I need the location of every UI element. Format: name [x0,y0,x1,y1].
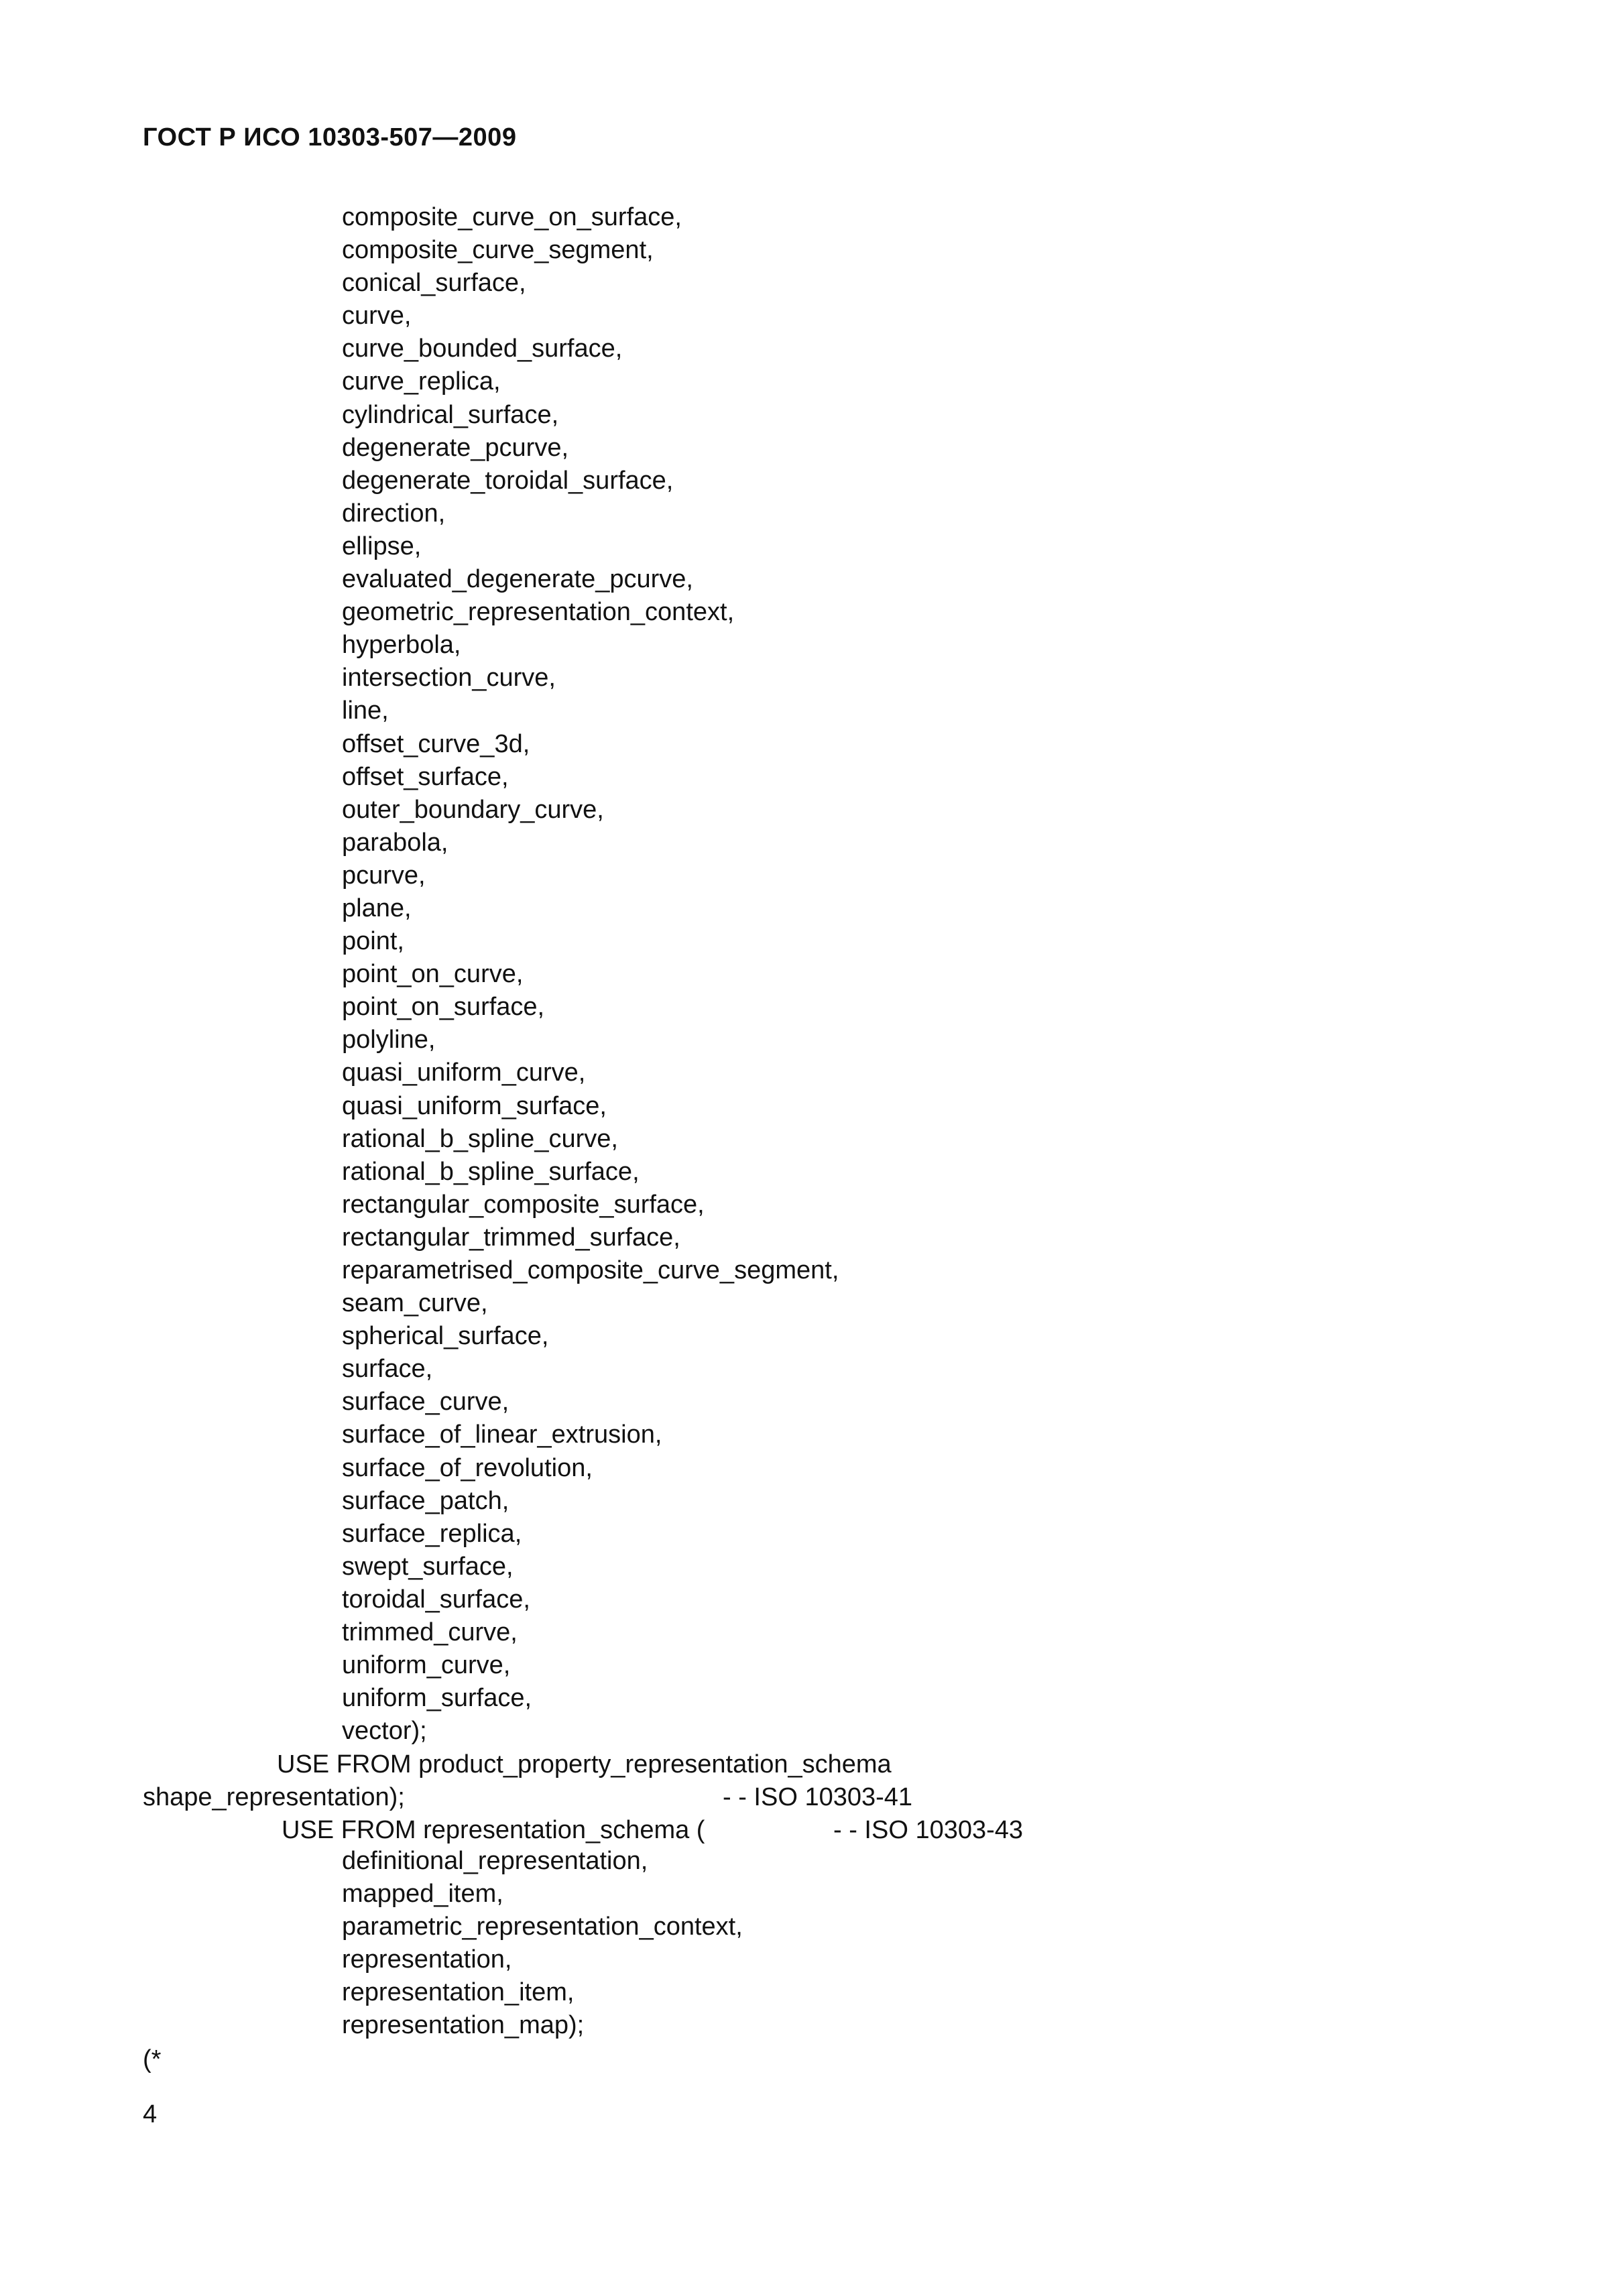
entity-list-item: uniform_curve, [342,1651,511,1680]
entity-list-item: representation_item, [342,1978,575,2007]
entity-list-item: outer_boundary_curve, [342,795,604,824]
entity-list-item: hyperbola, [342,631,461,660]
entity-list-item: surface, [342,1355,433,1384]
entity-list-item: degenerate_pcurve, [342,433,569,462]
entity-list-item: conical_surface, [342,269,526,298]
entity-list-item: seam_curve, [342,1289,488,1318]
entity-list-item: swept_surface, [342,1552,514,1581]
entity-list-item: parabola, [342,828,448,857]
entity-list-item: offset_surface, [342,762,509,791]
entity-list-item: toroidal_surface, [342,1585,530,1614]
entity-list-item: line, [342,697,389,725]
entity-list-item: rational_b_spline_curve, [342,1124,618,1153]
entity-list-item: offset_curve_3d, [342,729,530,758]
entity-list-item: composite_curve_on_surface, [342,203,682,231]
entity-list-item: reparametrised_composite_curve_segment, [342,1256,839,1284]
entity-list-item: curve_replica, [342,367,501,396]
entity-list-item: surface_of_revolution, [342,1453,593,1482]
entity-list-item: cylindrical_surface, [342,400,559,429]
entity-list-item: plane, [342,894,412,922]
use-from-statement-representation-schema: USE FROM representation_schema ( [282,1816,705,1844]
page-number: 4 [143,2100,158,2128]
entity-list-item: rational_b_spline_surface, [342,1157,640,1186]
entity-list-item: geometric_representation_context, [342,598,735,627]
entity-list-item: uniform_surface, [342,1684,532,1713]
entity-list-item: surface_patch, [342,1486,509,1515]
page-header: ГОСТ Р ИСО 10303-507—2009 [143,123,517,152]
entity-list-item: trimmed_curve, [342,1618,518,1647]
entity-list-item: point_on_surface, [342,993,545,1022]
entity-list-item: spherical_surface, [342,1322,549,1351]
entity-list-item: direction, [342,499,446,528]
iso-reference-comment-43: - - ISO 10303-43 [833,1816,1024,1844]
entity-list-item: curve_bounded_surface, [342,335,623,363]
entity-list-item: rectangular_trimmed_surface, [342,1223,680,1252]
use-from-continuation-shape-representation: shape_representation); [143,1783,405,1811]
entity-list-item: representation_map); [342,2011,585,2040]
entity-list-item: parametric_representation_context, [342,1913,743,1941]
entity-list-item: point_on_curve, [342,960,524,989]
entity-list-item: polyline, [342,1026,436,1054]
use-from-statement-product-property: USE FROM product_property_representation_schema [277,1750,892,1778]
entity-list-item: degenerate_toroidal_surface, [342,466,674,495]
entity-list-item: representation, [342,1945,512,1974]
entity-list-item: pcurve, [342,861,426,890]
iso-reference-comment-41: - - ISO 10303-41 [723,1783,913,1811]
entity-list-item: surface_replica, [342,1519,522,1548]
comment-open-marker: (* [143,2045,162,2073]
entity-list-item: intersection_curve, [342,664,556,692]
entity-list-item: curve, [342,302,412,330]
entity-list-item: ellipse, [342,532,422,560]
entity-list-item: quasi_uniform_curve, [342,1059,586,1087]
entity-list-item: mapped_item, [342,1880,503,1909]
entity-list-item: evaluated_degenerate_pcurve, [342,565,693,594]
entity-list-item: composite_curve_segment, [342,236,654,265]
entity-list-item: rectangular_composite_surface, [342,1190,705,1219]
entity-list-item: definitional_representation, [342,1847,648,1875]
entity-list-item: surface_curve, [342,1388,509,1416]
entity-list-geometry-schema [342,201,839,1748]
entity-list-item: vector); [342,1717,427,1746]
entity-list-representation-schema [342,1845,743,2043]
entity-list-item: surface_of_linear_extrusion, [342,1421,662,1449]
entity-list-item: point, [342,927,404,956]
entity-list-item: quasi_uniform_surface, [342,1091,607,1120]
